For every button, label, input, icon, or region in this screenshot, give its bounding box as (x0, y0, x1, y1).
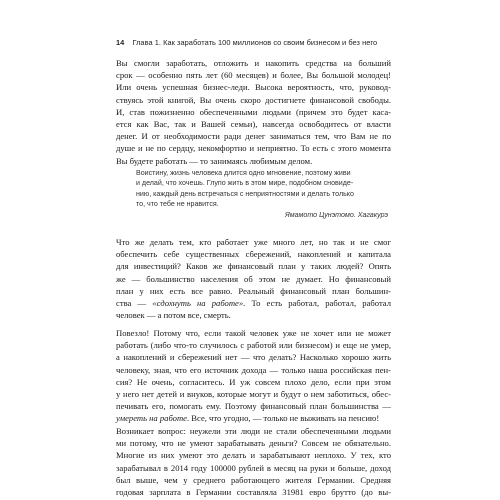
quote-line: то, что тебе не нравится. (136, 200, 219, 209)
text-line: душе и не по сердцу, некомфортно и неприятно. То есть с этого момента (116, 143, 391, 154)
text-line: а накоплений и сбережений нет — что делать? Насколько хорошо жить (116, 352, 391, 363)
text-line: Что же делать тем, кто работает уже много лет, но так и не смог (116, 237, 391, 247)
text-line: ется как Вас, так и Вашей семьи), навсегда освободитесь от власти (116, 119, 391, 130)
paragraph-4 (116, 425, 391, 498)
running-title: Глава 1. Как заработать 100 миллионов со своим бизнесом и без него (132, 38, 378, 47)
paragraph-2 (116, 236, 391, 321)
text-line: годовая зарплата в Германии составляла 31981 евро брутто (до вы- (116, 487, 391, 498)
text-line: для инвестиций? Каков же финансовый план у таких людей? Опять (116, 261, 391, 272)
text-line: Или очень успешная бизнес-леди. Высока вероятность, что, руковод- (116, 82, 391, 93)
text-line: печивать его, помогать ему. Поэтому финансовый план большинства — (116, 401, 391, 412)
text-line: Возникает вопрос: неужели эти люди не стали обеспеченными людьми (116, 426, 391, 436)
text-line: Повезло! Потому что, если такой человек уже не хочет или не может (116, 328, 391, 338)
text-line: сия? Не очень, согласитесь. И уж совсем плохо дело, если при этом (116, 376, 391, 387)
paragraph-3 (116, 327, 391, 425)
text-line: у него нет детей и внуков, которые могут и будут о нем заботиться, обес- (116, 389, 391, 400)
text-line: И, став пожизненно обеспеченными людьми (причем это будет каса- (116, 106, 391, 117)
quote-line: Воистину, жизнь человека длится одно мгновение, поэтому живи (136, 169, 351, 177)
page-number: 14 (116, 38, 125, 47)
text-line (116, 297, 391, 309)
text-line: же — большинство населения об этом не думает. Но финансовый (116, 273, 391, 284)
text-line: денег. И от необходимости ради денег заниматься тем, что Вам не по (116, 131, 391, 142)
text-line: обеспечить себе существенных сбережений, накоплений и капитала (116, 249, 391, 260)
text-line: ми потому, что не умеют зарабатывать деньги? Совсем не обязательно. (116, 438, 391, 449)
quote-line: и делай, что хочешь. Глупо жить в этом мире, подобном сновиде- (136, 179, 354, 188)
emphasis-text: умереть на работе (116, 413, 187, 424)
text-line: Вы смогли заработать, отложить и накопить средства на больший (116, 58, 391, 68)
text-line: был выше, чем у среднего работающего жителя Германии. Средняя (116, 474, 391, 485)
running-header (116, 38, 416, 47)
text-line: работать (либо что-то случилось с работой или бизнесом) и еще не умер, (116, 340, 391, 351)
text-fragment: . Все, что угодно, — только не выживать на пенсию! (187, 413, 380, 424)
paragraph-1 (116, 57, 391, 167)
epigraph-quote (136, 168, 388, 210)
text-line: план у них есть все равно. Реальный финансовый план большин- (116, 285, 391, 296)
text-line: Многие из них умеют это делать и зарабатывают неплохо. У тех, кто (116, 450, 391, 461)
text-fragment: . То есть работал, работал, работал (243, 298, 391, 309)
text-line (116, 412, 391, 424)
text-fragment: ства — (116, 298, 153, 309)
text-line: Вы будете работать — то занимаясь любимым делом. (116, 155, 313, 166)
text-line: человек — а потом все, смерть. (116, 310, 231, 321)
text-line: человеку, зная, что его источник дохода — только наша российская пен- (116, 364, 391, 375)
emphasis-text: «сдохнуть на работе» (152, 298, 244, 309)
text-line: срок — особенно пять лет (60 месяцев) и более, Вы большой молодец! (116, 70, 391, 81)
text-line: ствуясь этой книгой, Вы очень скоро достигнете финансовой свободы. (116, 94, 391, 105)
quote-author: Ямамото Цунэтомо. Хагакурэ (284, 211, 388, 219)
text-line: зарабатывал в 2014 году 100000 рублей в месяц на руки и больше, доход (116, 462, 391, 473)
quote-line: нию, каждый день встречаться с неприятностями и делать только (136, 189, 354, 198)
